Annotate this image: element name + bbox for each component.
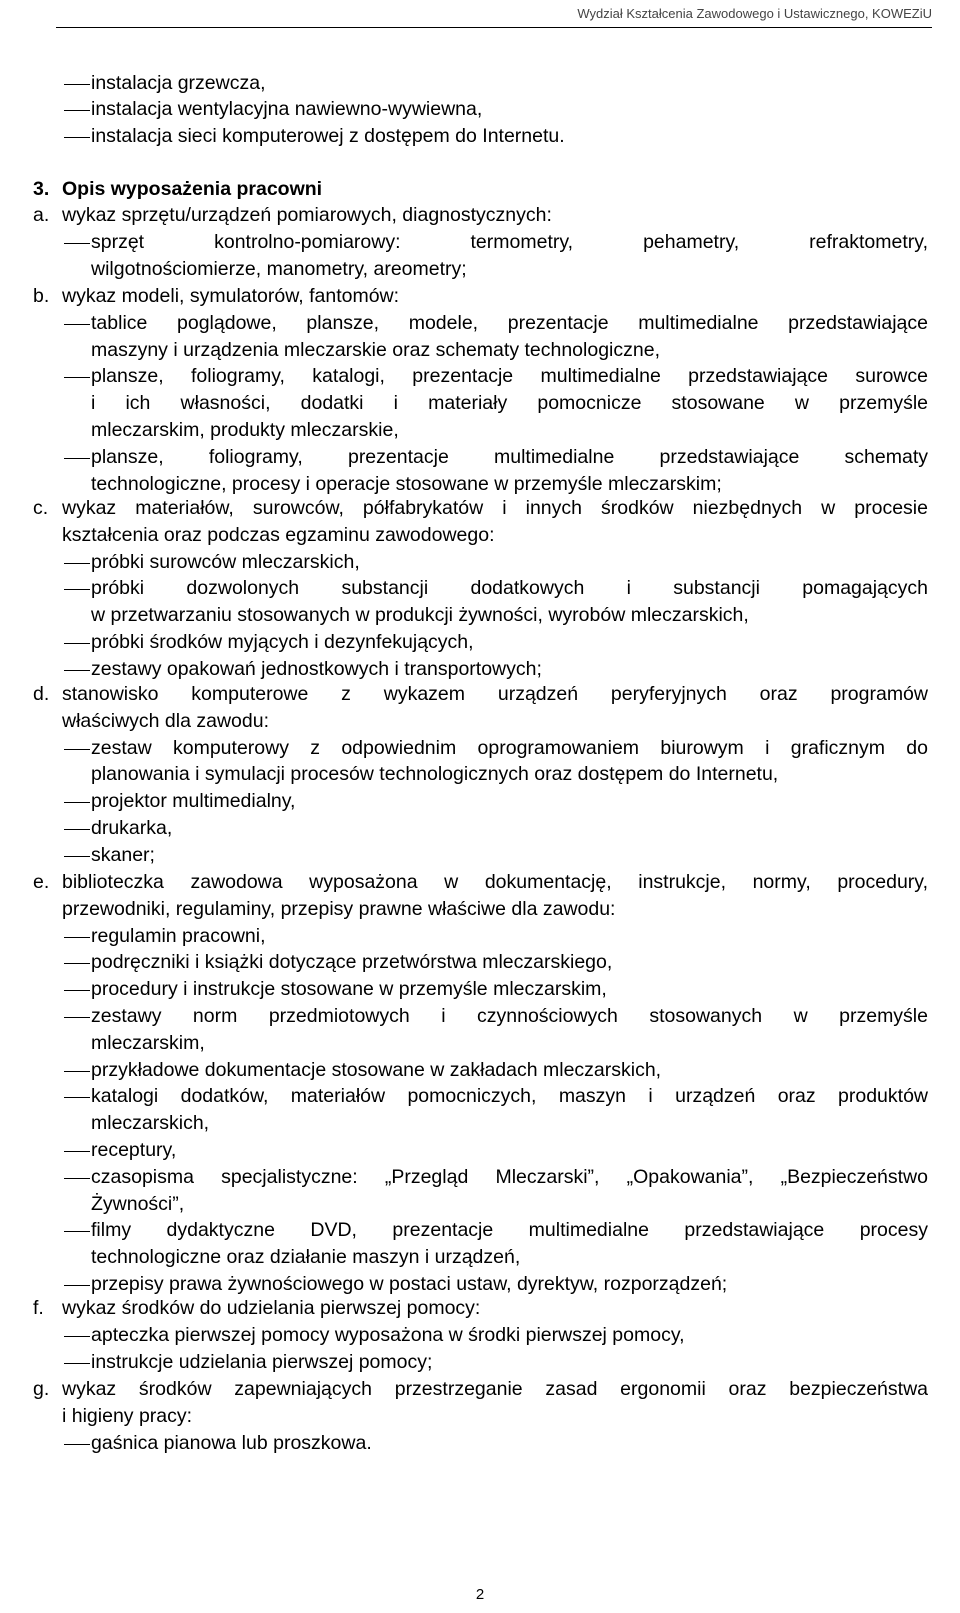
dash-bullet [64,802,90,803]
item-d-sub-line: planowania i symulacji procesów technologicznych oraz dostępem do Internetu, [91,763,779,786]
dash-bullet [64,749,90,750]
dash-bullet [64,670,90,671]
item-e-sub-line: procedury i instrukcje stosowane w przemyśle mleczarskim, [91,978,607,1001]
dash-bullet [64,563,90,564]
dash-bullet [64,243,90,244]
item-f-sub-line: apteczka pierwszej pomocy wyposażona w środki pierwszej pomocy, [91,1323,685,1346]
item-e-sub-line: katalogi dodatków, materiałów pomocniczych, maszyn i urządzeń oraz produktów [91,1085,928,1108]
item-letter-a: a. [33,204,50,226]
item-c-heading-line: wykaz materiałów, surowców, półfabrykatów i innych środków niezbędnych w procesie [62,497,928,519]
item-f-sub-line: instrukcje udzielania pierwszej pomocy; [91,1350,433,1373]
item-c-sub-line: próbki dozwolonych substancji dodatkowych i substancji pomagających [91,577,928,600]
dash-bullet [64,643,90,644]
dash-bullet [64,1444,90,1445]
running-header: Wydział Kształcenia Zawodowego i Ustawicznego, KOWEZiU [577,6,932,21]
dash-bullet [64,937,90,938]
dash-bullet [64,110,90,111]
dash-bullet [64,1178,90,1179]
dash-bullet [64,137,90,138]
item-e-sub-line: przepisy prawa żywnościowego w postaci ustaw, dyrektyw, rozporządzeń; [91,1273,728,1295]
item-e-heading-line: biblioteczka zawodowa wyposażona w dokumentację, instrukcje, normy, procedury, [62,871,928,893]
item-e-sub-line: filmy dydaktyczne DVD, prezentacje multimedialne przedstawiające procesy [91,1219,928,1242]
dash-bullet [64,1231,90,1232]
item-c-sub-line: próbki surowców mleczarskich, [91,550,360,573]
item-d-sub-line: skaner; [91,843,155,866]
item-d-heading-line: stanowisko komputerowe z wykazem urządzeń peryferyjnych oraz programów [62,683,928,705]
item-c-sub-line: zestawy opakowań jednostkowych i transportowych; [91,657,542,680]
item-d-sub-line: drukarka, [91,817,173,839]
dash-bullet [64,84,90,85]
dash-bullet [64,963,90,964]
intro-item: instalacja grzewcza, [91,72,266,94]
dash-bullet [64,856,90,857]
item-e-sub-line: zestawy norm przedmiotowych i czynnościowych stosowanych w przemyśle [91,1005,928,1027]
dash-bullet [64,1336,90,1337]
item-letter-g: g. [33,1378,50,1400]
item-b-sub-line: i ich własności, dodatki i materiały pomocnicze stosowane w przemyśle [91,392,928,415]
dash-bullet [64,1071,90,1072]
section-number: 3. [33,178,50,200]
item-a-heading-line: wykaz sprzętu/urządzeń pomiarowych, diagnostycznych: [62,204,552,226]
item-a-sub-line: wilgotnościomierze, manometry, areometry; [91,257,467,280]
item-letter-e: e. [33,871,50,893]
item-e-sub-line: mleczarskich, [91,1112,210,1135]
section-title: Opis wyposażenia pracowni [62,178,323,200]
item-letter-b: b. [33,285,50,307]
item-letter-f: f. [33,1297,44,1319]
dash-bullet [64,829,90,830]
header-rule [56,27,932,28]
item-c-sub-line: w przetwarzaniu stosowanych w produkcji żywności, wyrobów mleczarskich, [91,604,749,627]
item-d-sub-line: projektor multimedialny, [91,790,296,813]
dash-bullet [64,377,90,378]
item-d-sub-line: zestaw komputerowy z odpowiednim oprogramowaniem biurowym i graficznym do [91,736,928,759]
dash-bullet [64,1151,90,1152]
item-d-heading-line: właściwych dla zawodu: [62,709,270,732]
dash-bullet [64,458,90,459]
dash-bullet [64,1285,90,1286]
item-e-sub-line: Żywności”, [91,1192,185,1215]
item-letter-c: c. [33,497,49,519]
dash-bullet [64,589,90,590]
intro-item: instalacja wentylacyjna nawiewno-wywiewna, [91,98,483,120]
item-c-sub-line: próbki środków myjących i dezynfekujących, [91,631,474,653]
item-c-heading-line: kształcenia oraz podczas egzaminu zawodowego: [62,523,495,546]
item-e-sub-line: mleczarskim, [91,1031,205,1054]
item-e-sub-line: podręczniki i książki dotyczące przetwórstwa mleczarskiego, [91,951,613,974]
item-a-sub-line: sprzęt kontrolno-pomiarowy: termometry, pehametry, refraktometry, [91,230,928,253]
item-b-sub-line: tablice poglądowe, plansze, modele, prezentacje multimedialne przedstawiające [91,311,928,334]
item-letter-d: d. [33,683,50,705]
item-b-sub-line: plansze, foliogramy, prezentacje multimedialne przedstawiające schematy [91,445,928,468]
intro-item: instalacja sieci komputerowej z dostępem do Internetu. [91,125,565,147]
item-g-heading-line: wykaz środków zapewniających przestrzeganie zasad ergonomii oraz bezpieczeństwa [62,1378,928,1400]
item-g-sub-line: gaśnica pianowa lub proszkowa. [91,1431,372,1454]
dash-bullet [64,990,90,991]
item-e-sub-line: regulamin pracowni, [91,924,266,947]
dash-bullet [64,1363,90,1364]
item-b-sub-line: maszyny i urządzenia mleczarskie oraz schematy technologiczne, [91,338,660,361]
dash-bullet [64,1097,90,1098]
item-b-sub-line: mleczarskim, produkty mleczarskie, [91,419,399,441]
item-b-sub-line: plansze, foliogramy, katalogi, prezentacje multimedialne przedstawiające surowce [91,365,928,388]
item-e-heading-line: przewodniki, regulaminy, przepisy prawne właściwe dla zawodu: [62,897,616,920]
item-e-sub-line: czasopisma specjalistyczne: „Przegląd Mleczarski”, „Opakowania”, „Bezpieczeństwo [91,1165,928,1188]
dash-bullet [64,324,90,325]
item-b-heading-line: wykaz modeli, symulatorów, fantomów: [62,285,400,307]
item-e-sub-line: technologiczne oraz działanie maszyn i urządzeń, [91,1246,521,1269]
page-number: 2 [475,1586,485,1603]
item-e-sub-line: przykładowe dokumentacje stosowane w zakładach mleczarskich, [91,1058,662,1081]
item-g-heading-line: i higieny pracy: [62,1404,193,1427]
item-f-heading-line: wykaz środków do udzielania pierwszej pomocy: [62,1297,481,1319]
dash-bullet [64,1017,90,1018]
item-e-sub-line: receptury, [91,1139,177,1161]
item-b-sub-line: technologiczne, procesy i operacje stosowane w przemyśle mleczarskim; [91,472,722,495]
